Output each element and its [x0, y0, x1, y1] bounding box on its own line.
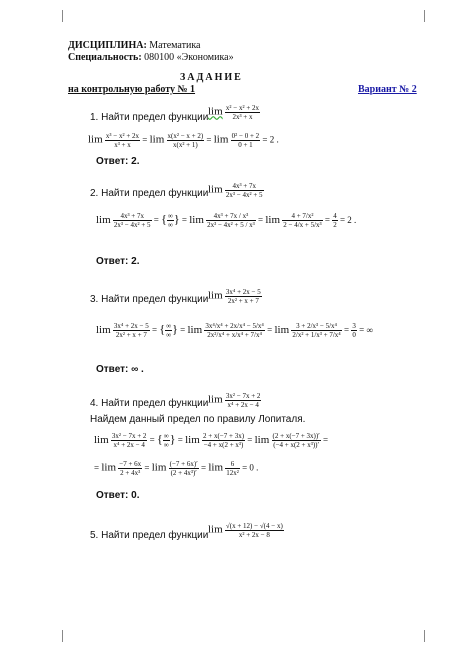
variant-label: Вариант № 2 [358, 84, 417, 95]
discipline-line [68, 40, 200, 52]
task-2-expression: lim $\frac{\text{4x³ + 7x}}{\text{2x³ − 4x² + 5}}$ [208, 182, 263, 199]
corner-mark-bottom-right [424, 630, 437, 642]
page-subtitle: на контрольную работу № 1 [68, 84, 196, 95]
corner-mark-bottom-left [50, 630, 63, 642]
task-4-expression: lim $\frac{\text{3x² − 7x + 2}}{\text{x⁴ + 2x − 4}}$ [208, 392, 261, 409]
task-1-answer: Ответ: 2. [96, 156, 140, 167]
specialty-label: Специальность: [68, 52, 142, 63]
task-2-solution: lim $\frac{\text{4x³ + 7x}}{\text{2x³ − 4x² + 5}}$ = { $\frac{\infty}{\infty}$ } = lim $\frac{\text{4x³ + 7x / x³}}{\text{2x³ − 4x² + 5 / x³}}$ = lim $\frac{\text{4 + 7/x²}}{\text{2 − 4/x + 5/x³}}$ = $\frac{4}{2}$ = 2 . [96, 212, 357, 230]
discipline-label: ДИСЦИПЛИНА: [68, 40, 147, 51]
task-1-label: 1. Найти предел функции [90, 112, 209, 123]
task-3-solution: lim $\frac{\text{3x⁴ + 2x − 5}}{\text{2x² + x + 7}}$ = { $\frac{\infty}{\infty}$ } = lim $\frac{\text{3x⁴/x⁴ + 2x/x⁴ − 5/x⁴}}{\text{2x²/x⁴ + x/x⁴ + 7/x⁴}}$ = lim $\frac{\text{3 + 2/x³ − 5/x⁴}}{\text{2/x² + 1/x³ + 7/x⁴}}$ = $\frac{3}{0}$ = ∞ [96, 322, 373, 340]
task-5-expression: lim $\frac{√(x + 12) - √(4 - x)}{\text{x² + 2x − 8}}$ [208, 522, 283, 539]
task-1-expression: lim $\frac{\text{x² − x² + 2x}}{\text{2x³ + x}}$ [208, 104, 260, 121]
discipline-value: Математика [146, 40, 201, 51]
task-5-label: 5. Найти предел функции [90, 530, 209, 541]
task-4-note: Найдем данный предел по правилу Лопиталя. [90, 414, 306, 425]
specialty-value: 080100 «Экономика» [141, 52, 234, 63]
task-4-solution-line-1: lim $\frac{\text{3x² − 7x + 2}}{\text{x⁴ + 2x − 4}}$ = { $\frac{\infty}{\infty}$ } = lim $\frac{2 + x(-7 + 3x)}{\text{−4 + x(2 + x³)}}$ = lim $\frac{(2 + x(-7 + 3x))'}{\text{(−4 + x(2 + x³))′}}$ = [94, 432, 329, 450]
page-title: ЗАДАНИЕ [180, 72, 243, 83]
task-4-label: 4. Найти предел функции [90, 398, 209, 409]
task-4-answer: Ответ: 0. [96, 490, 140, 501]
task-3-label: 3. Найти предел функции [90, 294, 209, 305]
task-3-expression: lim $\frac{\text{3x⁴ + 2x − 5}}{\text{2x² + x + 7}}$ [208, 288, 261, 305]
task-4-solution-line-2: = lim $\frac{-7 + 6x}{\text{2 + 4x³}}$ = lim $\frac{(-7 + 6x)'}{\text{(2 + 4x³)′}}$ = lim $\frac{6}{\text{12x²}}$ = 0 . [94, 460, 259, 477]
corner-mark-top-left [50, 10, 63, 22]
task-2-label: 2. Найти предел функции [90, 188, 209, 199]
task-1-solution: lim $\frac{\text{x³ − x² + 2x}}{\text{x³ + x}}$ = lim $\frac{\text{x(x² − x + 2)}}{\text{x(x² + 1)}}$ = lim $\frac{\text{0² − 0 + 2}}{0 + 1}$ = 2 . [88, 132, 279, 149]
task-2-answer: Ответ: 2. [96, 256, 140, 267]
specialty-line [68, 52, 234, 64]
corner-mark-top-right [424, 10, 437, 22]
task-3-answer: Ответ: ∞ . [96, 364, 144, 375]
